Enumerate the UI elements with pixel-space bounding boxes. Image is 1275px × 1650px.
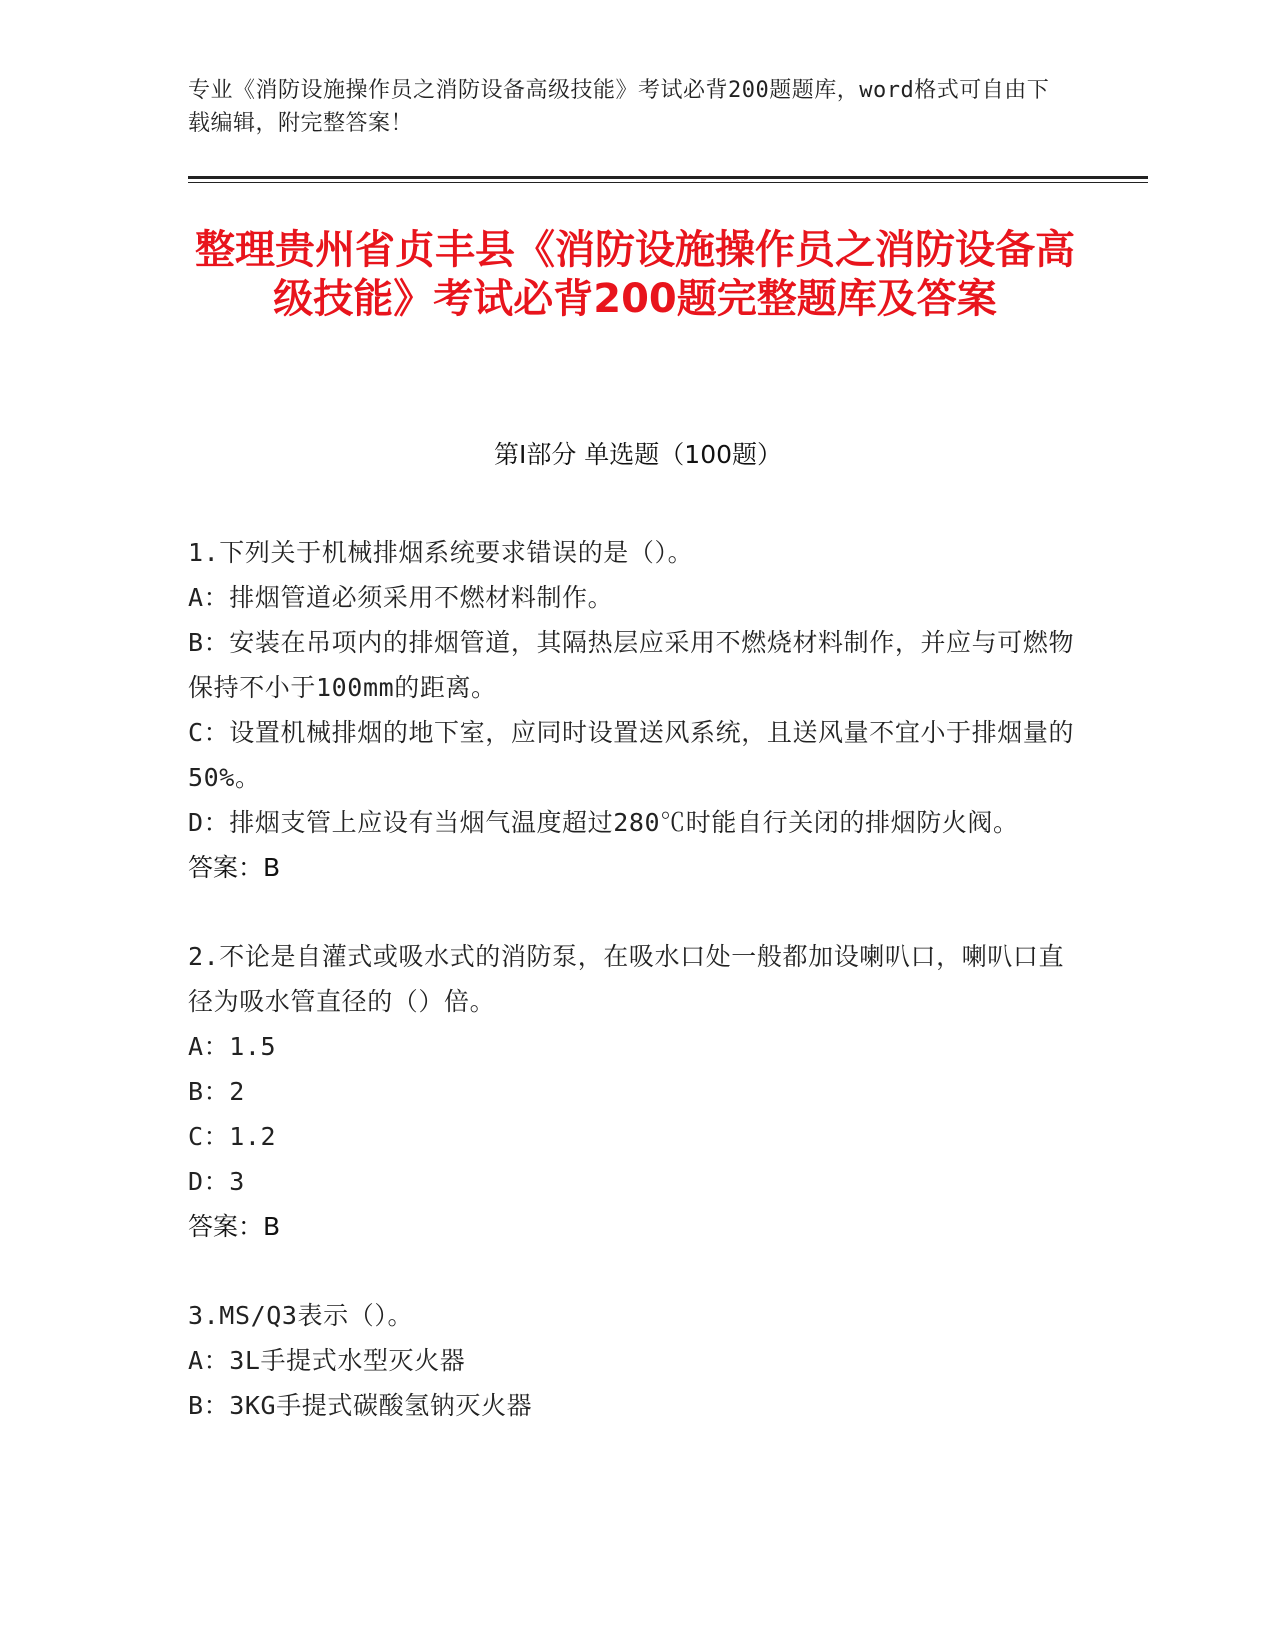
question-list xyxy=(188,530,1080,1472)
question-stem: 3.MS/Q3表示（）。 xyxy=(188,1301,414,1330)
option-c: C：1.2 xyxy=(188,1122,277,1151)
option-a: A：排烟管道必须采用不燃材料制作。 xyxy=(188,583,614,612)
question-2 xyxy=(188,934,1080,1249)
answer-line: 答案：B xyxy=(188,1212,281,1241)
header-divider-thin xyxy=(188,182,1148,183)
answer-line: 答案：B xyxy=(188,853,281,882)
header-note: 专业《消防设施操作员之消防设备高级技能》考试必背200题题库，word格式可自由下载编辑，附完整答案！ xyxy=(188,78,1050,136)
option-b: B：2 xyxy=(188,1077,245,1106)
option-b: B：3KG手提式碳酸氢钠灭火器 xyxy=(188,1391,533,1420)
question-stem: 2.不论是自灌式或吸水式的消防泵，在吸水口处一般都加设喇叭口，喇叭口直径为吸水管直径的（）倍。 xyxy=(188,942,1065,1016)
option-b: B：安装在吊项内的排烟管道，其隔热层应采用不燃烧材料制作，并应与可燃物保持不小于100mm的距离。 xyxy=(188,628,1075,702)
question-3 xyxy=(188,1293,1080,1428)
question-1 xyxy=(188,530,1080,890)
document-title: 整理贵州省贞丰县《消防设施操作员之消防设备高级技能》考试必背200题完整题库及答案 xyxy=(195,227,1075,322)
question-stem: 1.下列关于机械排烟系统要求错误的是（）。 xyxy=(188,538,694,567)
option-c: C：设置机械排烟的地下室，应同时设置送风系统，且送风量不宜小于排烟量的50%。 xyxy=(188,718,1075,792)
option-a: A：3L手提式水型灭火器 xyxy=(188,1346,466,1375)
header-divider-thick xyxy=(188,176,1148,179)
option-a: A：1.5 xyxy=(188,1032,277,1061)
section-heading: 第I部分 单选题（100题） xyxy=(493,440,783,469)
option-d: D：3 xyxy=(188,1167,245,1196)
option-d: D：排烟支管上应设有当烟气温度超过280℃时能自行关闭的排烟防火阀。 xyxy=(188,808,1019,837)
